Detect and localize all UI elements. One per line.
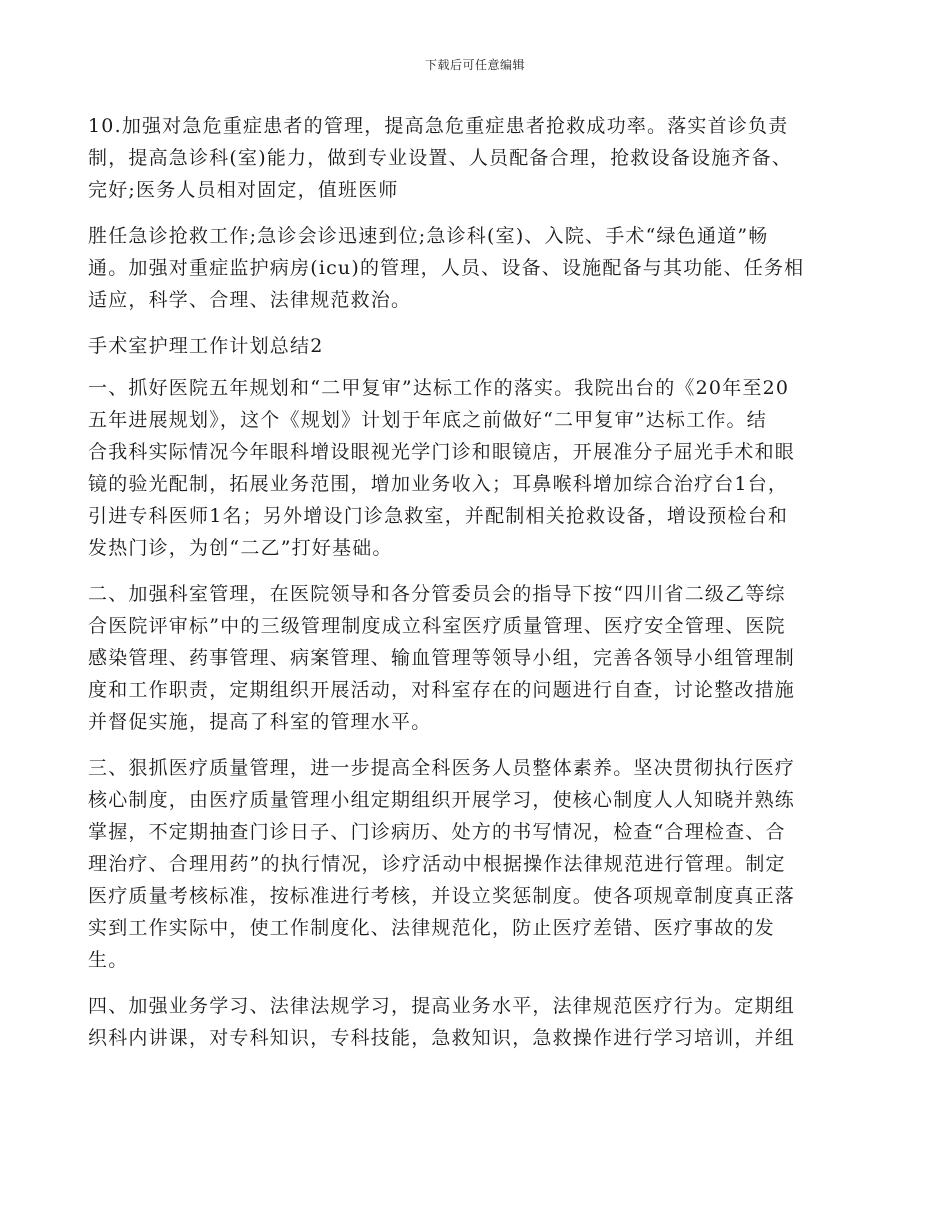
text-line: 制，提高急诊科(室)能力，做到专业设置、人员配备合理，抢救设备设施齐备、 xyxy=(88,147,793,169)
text-line: 四、加强业务学习、法律法规学习，提高业务水平，法律规范医疗行为。定期组 xyxy=(88,995,796,1017)
text-line: 合我科实际情况今年眼科增设眼视光学门诊和眼镜店，开展准分子屈光手术和眼 xyxy=(88,441,796,463)
text-line: 一、抓好医院五年规划和“二甲复审”达标工作的落实。我院出台的《20年至20 xyxy=(88,377,790,399)
text-line: 生。 xyxy=(88,949,129,971)
paragraph-section-three xyxy=(88,752,860,976)
section-title xyxy=(88,330,860,362)
page-header: 下载后可任意编辑 xyxy=(424,58,525,72)
paragraph-emergency-continued xyxy=(88,220,860,316)
text-line: 适应，科学、合理、法律规范救治。 xyxy=(88,289,412,311)
text-line: 完好;医务人员相对固定，值班医师 xyxy=(88,179,399,201)
text-line: 通。加强对重症监护病房(icu)的管理，人员、设备、设施配备与其功能、任务相 xyxy=(88,257,805,279)
text-line: 胜任急诊抢救工作;急诊会诊迅速到位;急诊科(室)、入院、手术“绿色通道”畅 xyxy=(88,225,769,247)
text-line: 镜的验光配制，拓展业务范围，增加业务收入；耳鼻喉科增加综合治疗台1台， xyxy=(88,473,789,495)
text-line: 度和工作职责，定期组织开展活动，对科室存在的问题进行自查，讨论整改措施 xyxy=(88,679,796,701)
text-line: 引进专科医师1名；另外增设门诊急救室，并配制相关抢救设备，增设预检台和 xyxy=(88,505,789,527)
text-line: 发热门诊，为创“二乙”打好基础。 xyxy=(88,537,393,559)
text-line: 感染管理、药事管理、病案管理、输血管理等领导小组，完善各领导小组管理制 xyxy=(88,647,796,669)
text-line: 三、狠抓医疗质量管理，进一步提高全科医务人员整体素养。坚决贯彻执行医疗 xyxy=(88,757,796,779)
text-line: 理治疗、合理用药”的执行情况，诊疗活动中根据操作法律规范进行管理。制定 xyxy=(88,853,786,875)
text-line: 五年进展规划》，这个《规划》计划于年底之前做好“二甲复审”达标工作。结 xyxy=(88,409,767,431)
text-line: 核心制度，由医疗质量管理小组定期组织开展学习，使核心制度人人知晓并熟练 xyxy=(88,789,796,811)
paragraph-section-one xyxy=(88,372,860,564)
text-line: 并督促实施，提高了科室的管理水平。 xyxy=(88,711,432,733)
text-line: 实到工作实际中，使工作制度化、法律规范化，防止医疗差错、医疗事故的发 xyxy=(88,917,775,939)
paragraph-emergency-management xyxy=(88,110,860,206)
paragraph-section-four xyxy=(88,990,860,1054)
text-line: 掌握，不定期抽查门诊日子、门诊病历、处方的书写情况，检查“合理检查、合 xyxy=(88,821,786,843)
document-body xyxy=(88,110,860,1068)
text-line: 手术室护理工作计划总结2 xyxy=(88,335,324,357)
text-line: 合医院评审标”中的三级管理制度成立科室医疗质量管理、医疗安全管理、医院 xyxy=(88,615,786,637)
text-line: 10.加强对急危重症患者的管理，提高急危重症患者抢救成功率。落实首诊负责 xyxy=(88,115,789,137)
paragraph-section-two xyxy=(88,578,860,738)
text-line: 医疗质量考核标准，按标准进行考核，并设立奖惩制度。使各项规章制度真正落 xyxy=(88,885,796,907)
text-line: 织科内讲课，对专科知识，专科技能，急救知识，急救操作进行学习培训，并组 xyxy=(88,1027,796,1049)
text-line: 二、加强科室管理，在医院领导和各分管委员会的指导下按“四川省二级乙等综 xyxy=(88,583,786,605)
